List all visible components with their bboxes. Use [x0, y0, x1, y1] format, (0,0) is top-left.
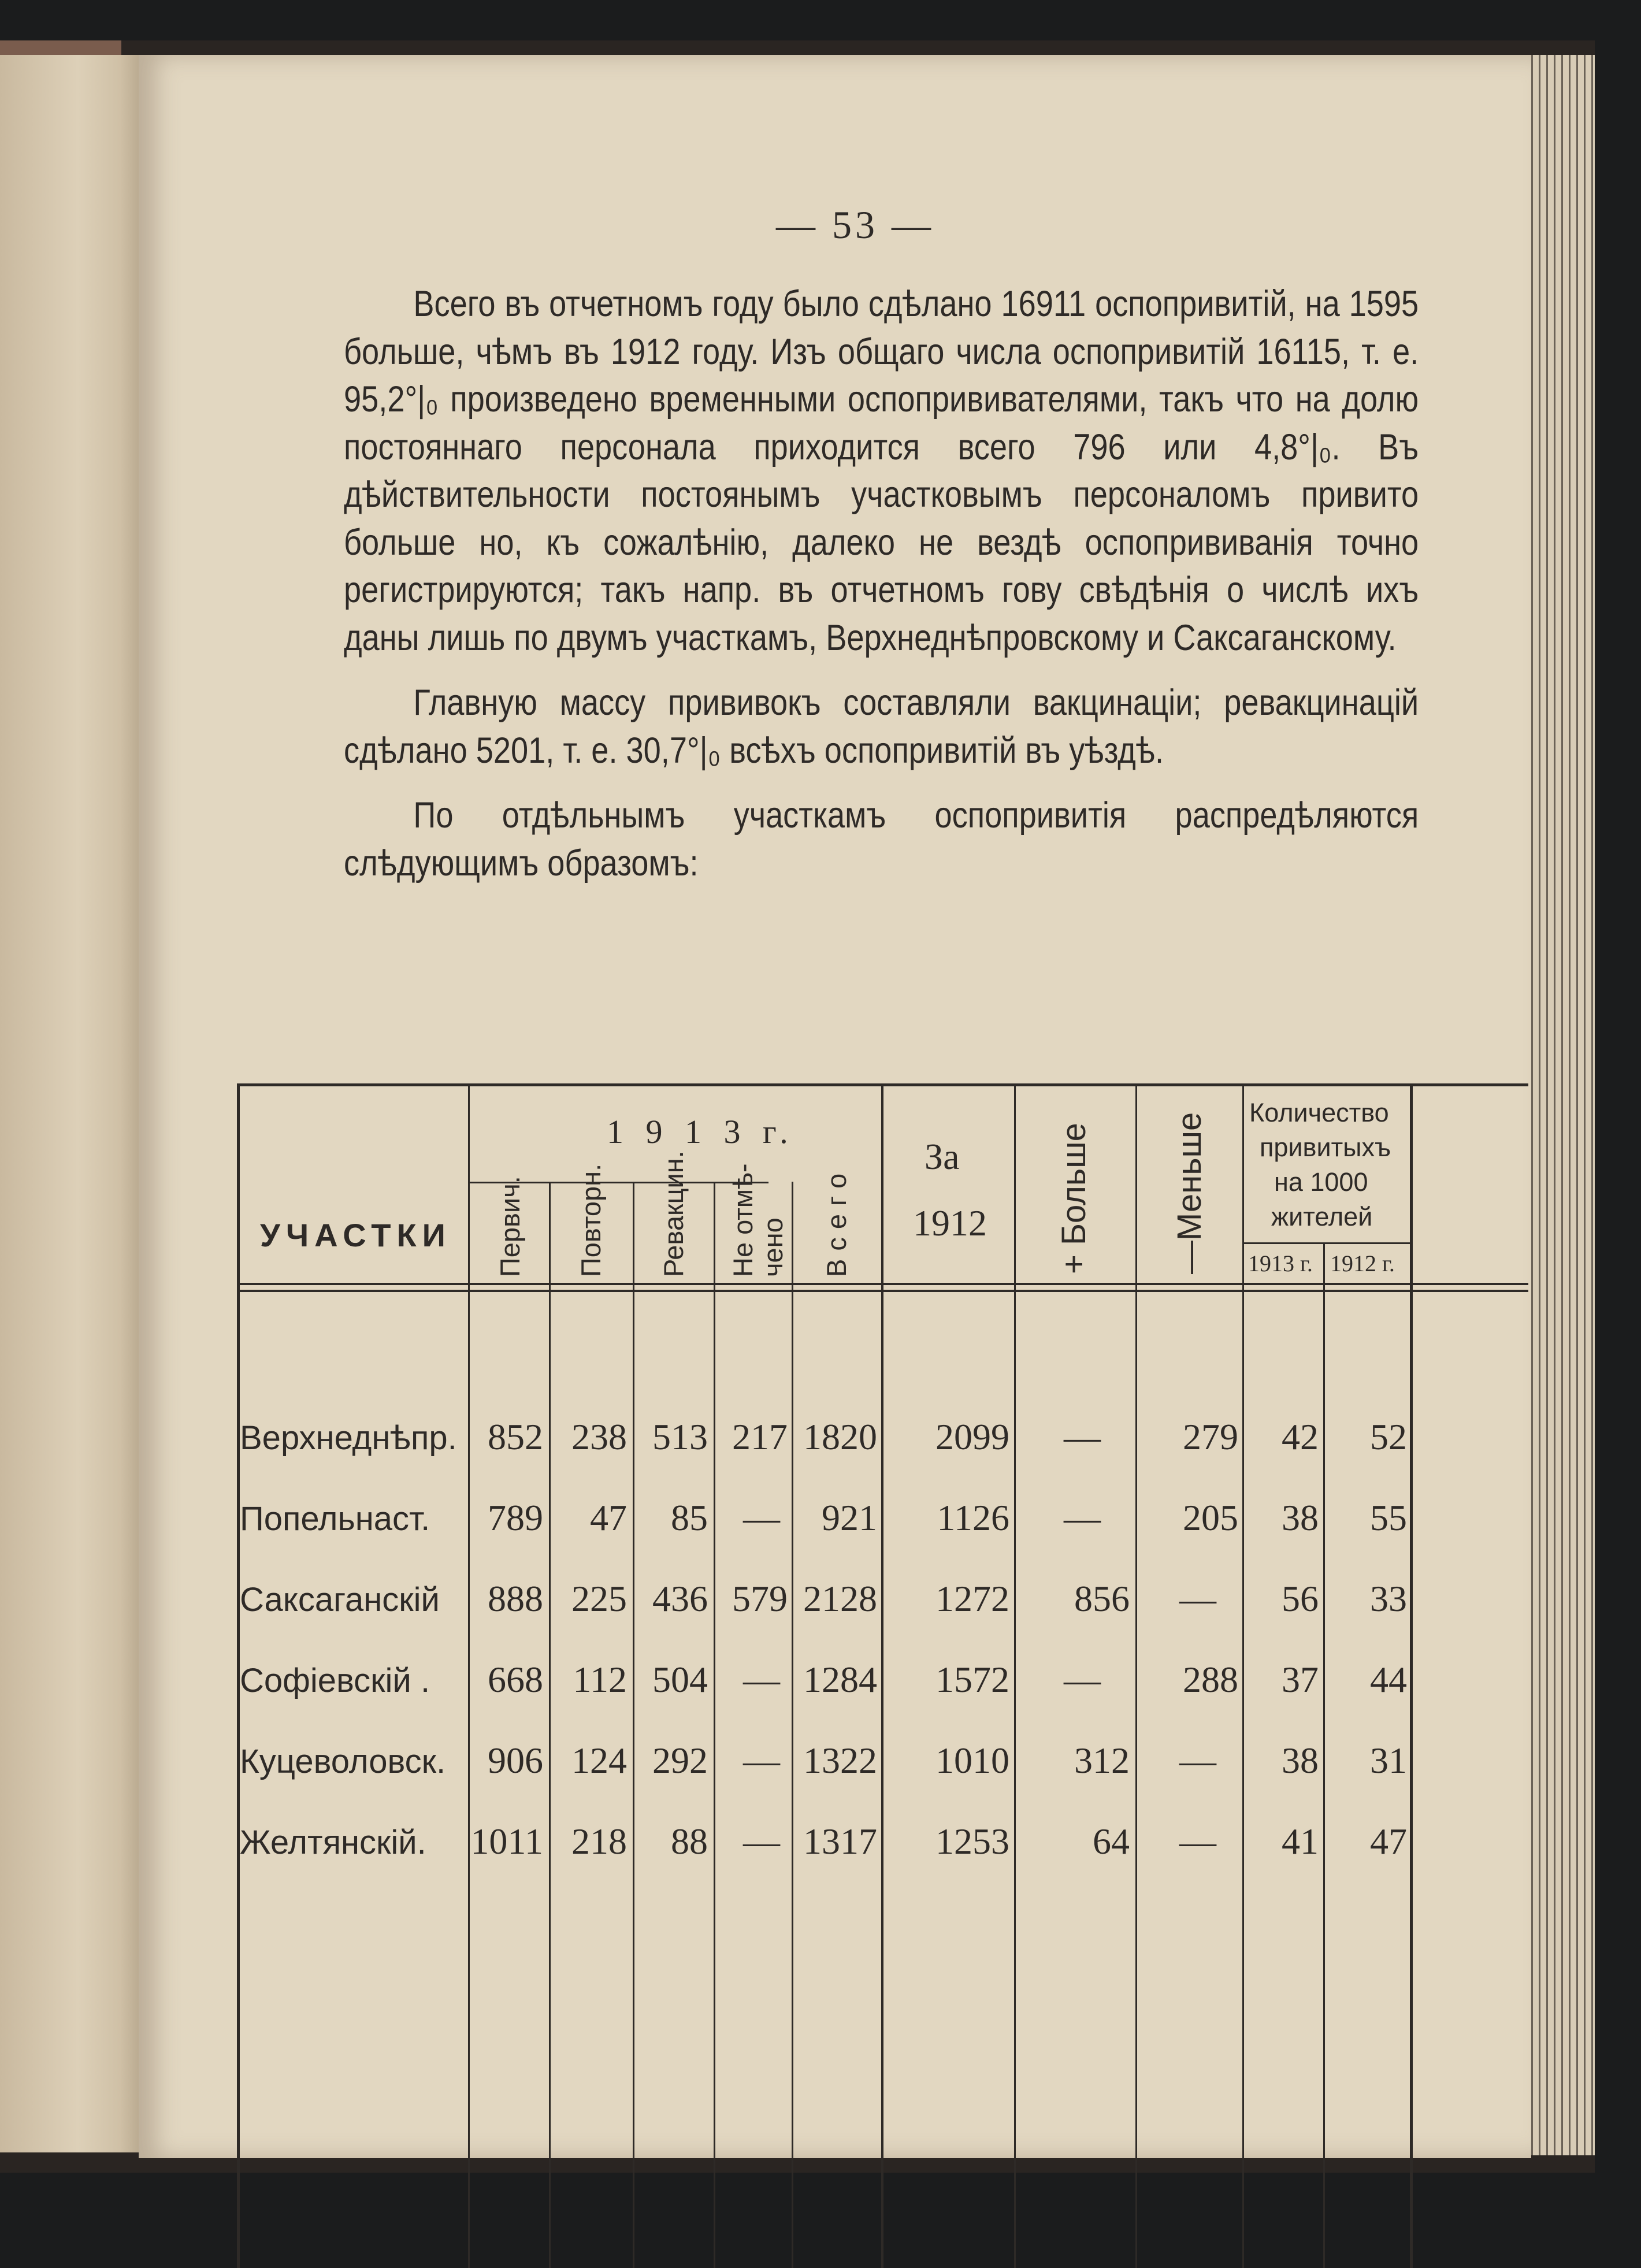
cell-total: 1820	[803, 1416, 877, 1457]
cell-not-marked: 217	[732, 1416, 788, 1457]
cell-not-marked: —	[743, 1821, 780, 1862]
cell-more: —	[1064, 1497, 1101, 1538]
header-districts: УЧАСТКИ	[260, 1217, 451, 1253]
cell-total: 921	[822, 1497, 877, 1538]
header-for-1912-a: За	[925, 1136, 960, 1177]
cell-per1000-1913: 37	[1282, 1659, 1319, 1700]
row-name: Попельнаст.	[240, 1500, 430, 1538]
cell-not-marked: —	[743, 1497, 780, 1538]
cell-less: 279	[1183, 1416, 1238, 1457]
cell-per1000-1913: 41	[1282, 1821, 1319, 1862]
cell-less: 205	[1183, 1497, 1238, 1538]
table-right-rule	[1410, 1083, 1413, 2268]
header-not-marked: Не отмѣ- чено	[727, 1163, 788, 1277]
paragraph-2: Главную массу прививокъ составляли вакцинаціи; ревакцинацій сдѣлано 5201, т. е. 30,7°|₀ всѣхъ оспопривитій въ уѣздѣ.	[344, 682, 1419, 771]
paragraph-3: По отдѣльнымъ участкамъ оспопривитія распредѣляются слѣдующимъ образомъ:	[344, 795, 1419, 884]
cell-repeat: 238	[571, 1416, 627, 1457]
cell-total: 1284	[803, 1659, 877, 1700]
cell-revacc: 504	[652, 1659, 708, 1700]
page-number: — 53 —	[776, 203, 934, 247]
cell-not-marked: —	[743, 1740, 780, 1781]
cell-more: —	[1064, 1416, 1101, 1457]
header-revacc: Ревакцин.	[658, 1150, 689, 1277]
cell-primary: 789	[488, 1497, 543, 1538]
cell-1912: 1272	[935, 1578, 1009, 1619]
cell-more: 856	[1074, 1578, 1130, 1619]
cell-1912: 1253	[935, 1821, 1009, 1862]
cell-per1000-1913: 56	[1282, 1578, 1319, 1619]
cell-per1000-1913: 38	[1282, 1497, 1319, 1538]
col-rule-5	[792, 1182, 793, 2268]
cell-per1000-1912: 31	[1370, 1740, 1407, 1781]
header-primary: Первич.	[495, 1176, 525, 1277]
cell-repeat: 112	[573, 1659, 627, 1700]
header-per1000-c: на 1000	[1274, 1167, 1368, 1197]
header-more: + Больше	[1055, 1123, 1093, 1274]
row-name: Куцеволовск.	[240, 1743, 446, 1780]
cell-revacc: 88	[671, 1821, 708, 1862]
cell-per1000-1912: 44	[1370, 1659, 1407, 1700]
cell-1912: 2099	[935, 1416, 1009, 1457]
cell-repeat: 47	[590, 1497, 627, 1538]
vaccination-table	[237, 1083, 1528, 2268]
cell-not-marked: 579	[732, 1578, 788, 1619]
cell-total: 2128	[803, 1578, 877, 1619]
cell-revacc: 436	[652, 1578, 708, 1619]
header-for-1912-b: 1912	[913, 1202, 987, 1243]
col-rule-2	[549, 1182, 551, 2268]
row-name: Саксаганскій	[240, 1581, 440, 1619]
cell-repeat: 225	[571, 1578, 627, 1619]
cell-1912: 1010	[935, 1740, 1009, 1781]
cell-repeat: 124	[571, 1740, 627, 1781]
header-per1000-d: жителей	[1271, 1202, 1373, 1231]
cell-more: 64	[1093, 1821, 1130, 1862]
cell-less: —	[1179, 1821, 1216, 1862]
per1000-subrule	[1242, 1242, 1410, 1244]
book-page	[139, 55, 1531, 2158]
header-year-1913: 1 9 1 3 г.	[607, 1113, 795, 1150]
cell-more: 312	[1074, 1740, 1130, 1781]
cell-per1000-1912: 33	[1370, 1578, 1407, 1619]
cell-per1000-1913: 38	[1282, 1740, 1319, 1781]
col-rule-3	[633, 1182, 634, 2268]
cell-1912: 1126	[937, 1497, 1009, 1538]
cell-primary: 906	[488, 1740, 543, 1781]
header-per1000-1913: 1913 г.	[1248, 1250, 1313, 1276]
cell-less: 288	[1183, 1659, 1238, 1700]
header-total: Всего	[821, 1165, 852, 1277]
cell-less: —	[1179, 1740, 1216, 1781]
paragraph-1: Всего въ отчетномъ году было сдѣлано 16911 оспопривитій, на 1595 больше, чѣмъ въ 1912 году. Изъ общаго числа оспопривитій 16115, т. е. 95,2°|₀ произведено временными оспопрививателями, такъ что на долю постояннаго персонала приходится всего 796 или 4,8°|₀. Въ дѣйствительности постоянымъ участковымъ персоналомъ привито больше но, къ сожалѣнію, далеко не вездѣ оспопрививанія точно регистрируются; такъ напр. въ отчетномъ гову свѣдѣнія о числѣ ихъ даны лишь по двумъ участкамъ, Верхнеднѣпровскому и Саксаганскому.	[344, 284, 1419, 658]
cell-total: 1322	[803, 1740, 877, 1781]
cell-revacc: 85	[671, 1497, 708, 1538]
cell-per1000-1912: 52	[1370, 1416, 1407, 1457]
page-stack-edge	[1525, 55, 1595, 2155]
cell-total: 1317	[803, 1821, 877, 1862]
header-per1000-a: Количество	[1249, 1098, 1389, 1127]
col-rule-4	[714, 1182, 715, 2268]
cell-repeat: 218	[571, 1821, 627, 1862]
cell-per1000-1913: 42	[1282, 1416, 1319, 1457]
row-name: Верхнеднѣпр.	[240, 1419, 457, 1457]
cell-primary: 668	[488, 1659, 543, 1700]
cell-not-marked: —	[743, 1659, 780, 1700]
cell-revacc: 292	[652, 1740, 708, 1781]
header-per1000-b: привитыхъ	[1260, 1133, 1391, 1162]
cell-more: —	[1064, 1659, 1101, 1700]
header-per1000-1912: 1912 г.	[1330, 1250, 1395, 1276]
body-text	[344, 280, 1419, 904]
cell-1912: 1572	[935, 1659, 1009, 1700]
cell-primary: 888	[488, 1578, 543, 1619]
row-name: Желтянскій.	[240, 1824, 426, 1861]
row-name: Софіевскій .	[240, 1662, 430, 1699]
cell-less: —	[1179, 1578, 1216, 1619]
cell-primary: 1011	[470, 1821, 543, 1862]
cell-per1000-1912: 47	[1370, 1821, 1407, 1862]
cell-revacc: 513	[652, 1416, 708, 1457]
header-less: —Меньше	[1171, 1112, 1208, 1274]
left-page	[0, 55, 143, 2152]
cell-primary: 852	[488, 1416, 543, 1457]
header-repeat: Повторн.	[576, 1163, 606, 1277]
cell-per1000-1912: 55	[1370, 1497, 1407, 1538]
